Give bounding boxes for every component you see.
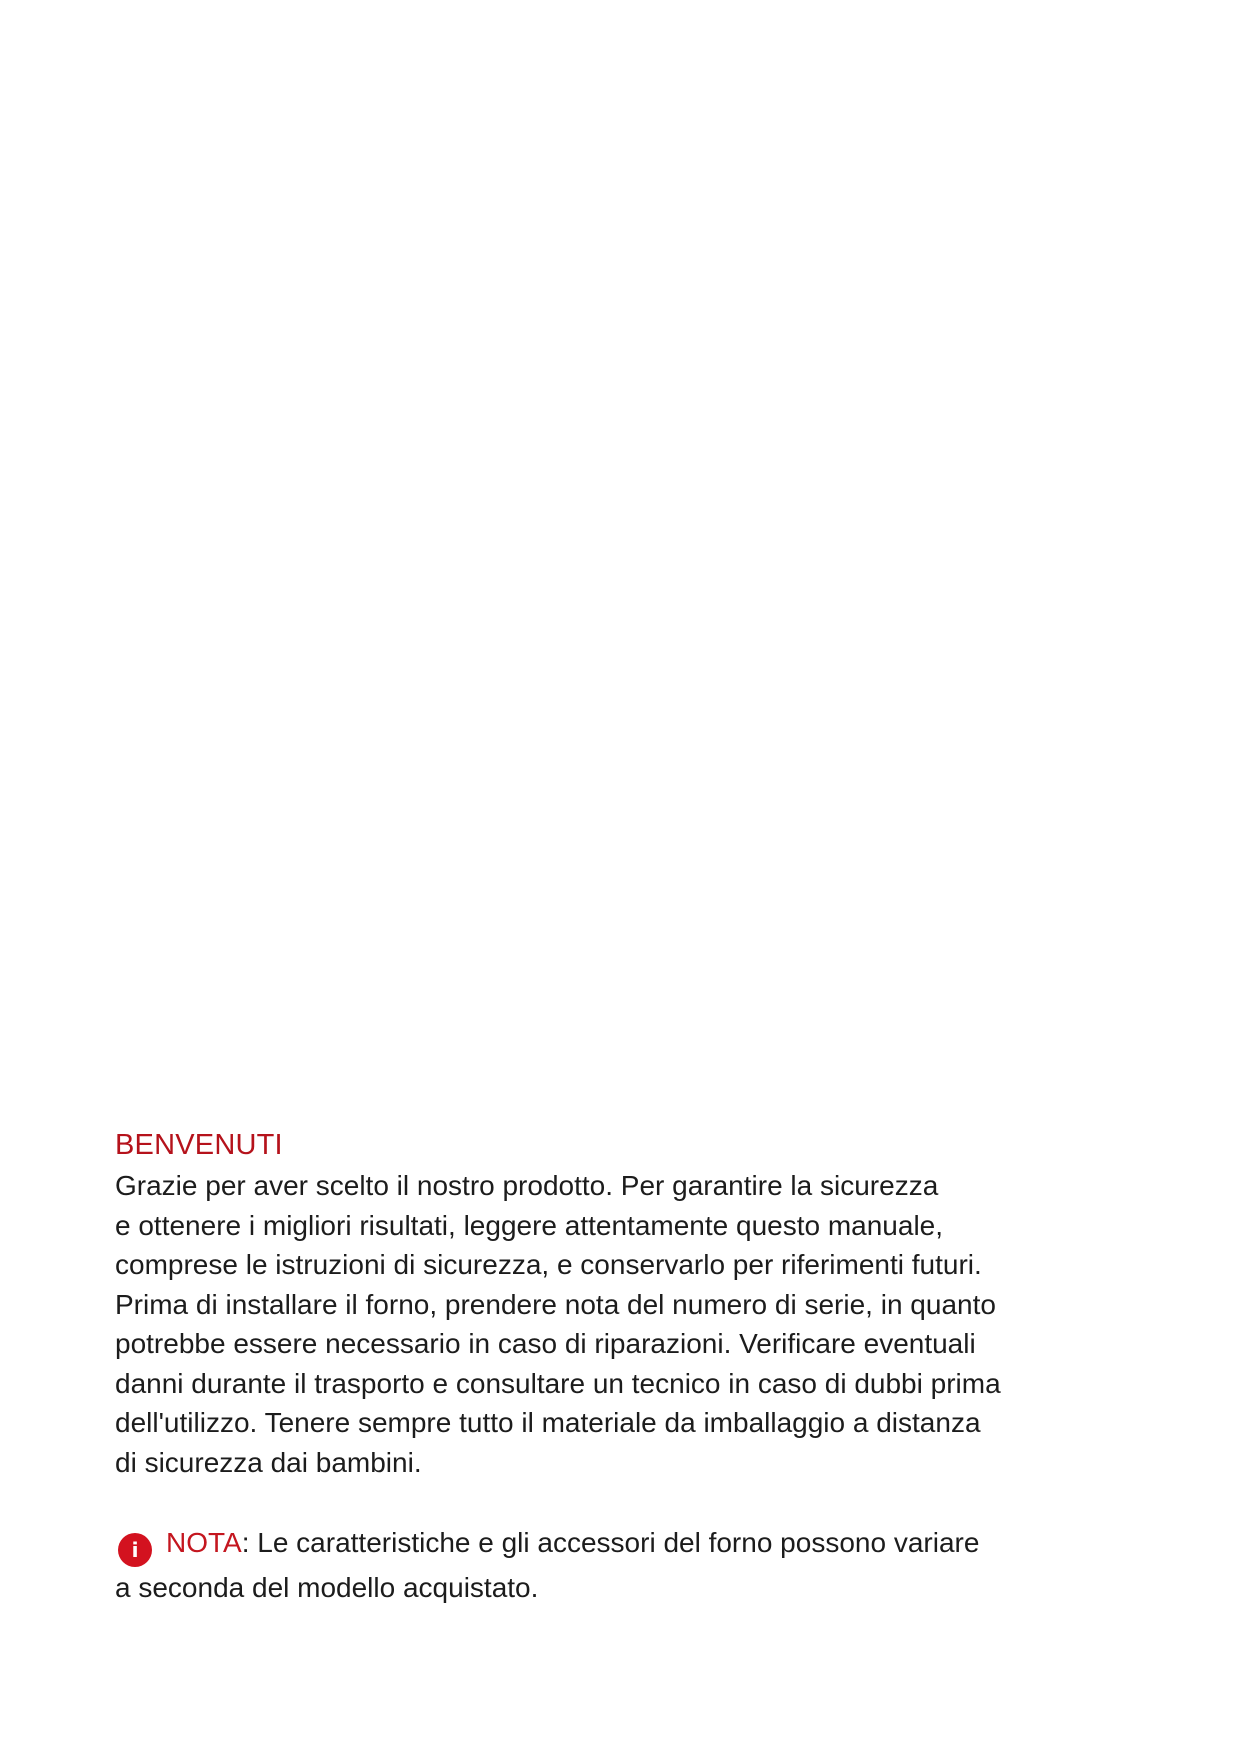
paragraph-line: Prima di installare il forno, prendere nota del numero di serie, in quanto [115, 1288, 996, 1320]
paragraph-line: e ottenere i migliori risultati, leggere attentamente questo manuale, [115, 1209, 944, 1241]
paragraph-line: Grazie per aver scelto il nostro prodotto. Per garantire la sicurezza [115, 1170, 939, 1201]
welcome-paragraph [115, 1166, 1135, 1482]
note-line-2: a seconda del modello acquistato. [115, 1572, 539, 1603]
paragraph-line: di sicurezza dai bambini. [115, 1446, 422, 1478]
note-label: NOTA [166, 1527, 242, 1558]
note-block [115, 1522, 1135, 1608]
note-line-1 [115, 1522, 1135, 1567]
paragraph-line: comprese le istruzioni di sicurezza, e conservarlo per riferimenti futuri. [115, 1249, 982, 1280]
paragraph-line: danni durante il trasporto e consultare un tecnico in caso di dubbi prima [115, 1367, 1001, 1399]
welcome-section [115, 1128, 1135, 1608]
section-heading: BENVENUTI [115, 1129, 283, 1161]
note-text: : Le caratteristiche e gli accessori del forno possono variare [241, 1527, 980, 1558]
paragraph-line: dell'utilizzo. Tenere sempre tutto il materiale da imballaggio a distanza [115, 1407, 981, 1438]
info-icon: i [118, 1533, 152, 1567]
paragraph-line: potrebbe essere necessario in caso di riparazioni. Verificare eventuali [115, 1328, 976, 1359]
